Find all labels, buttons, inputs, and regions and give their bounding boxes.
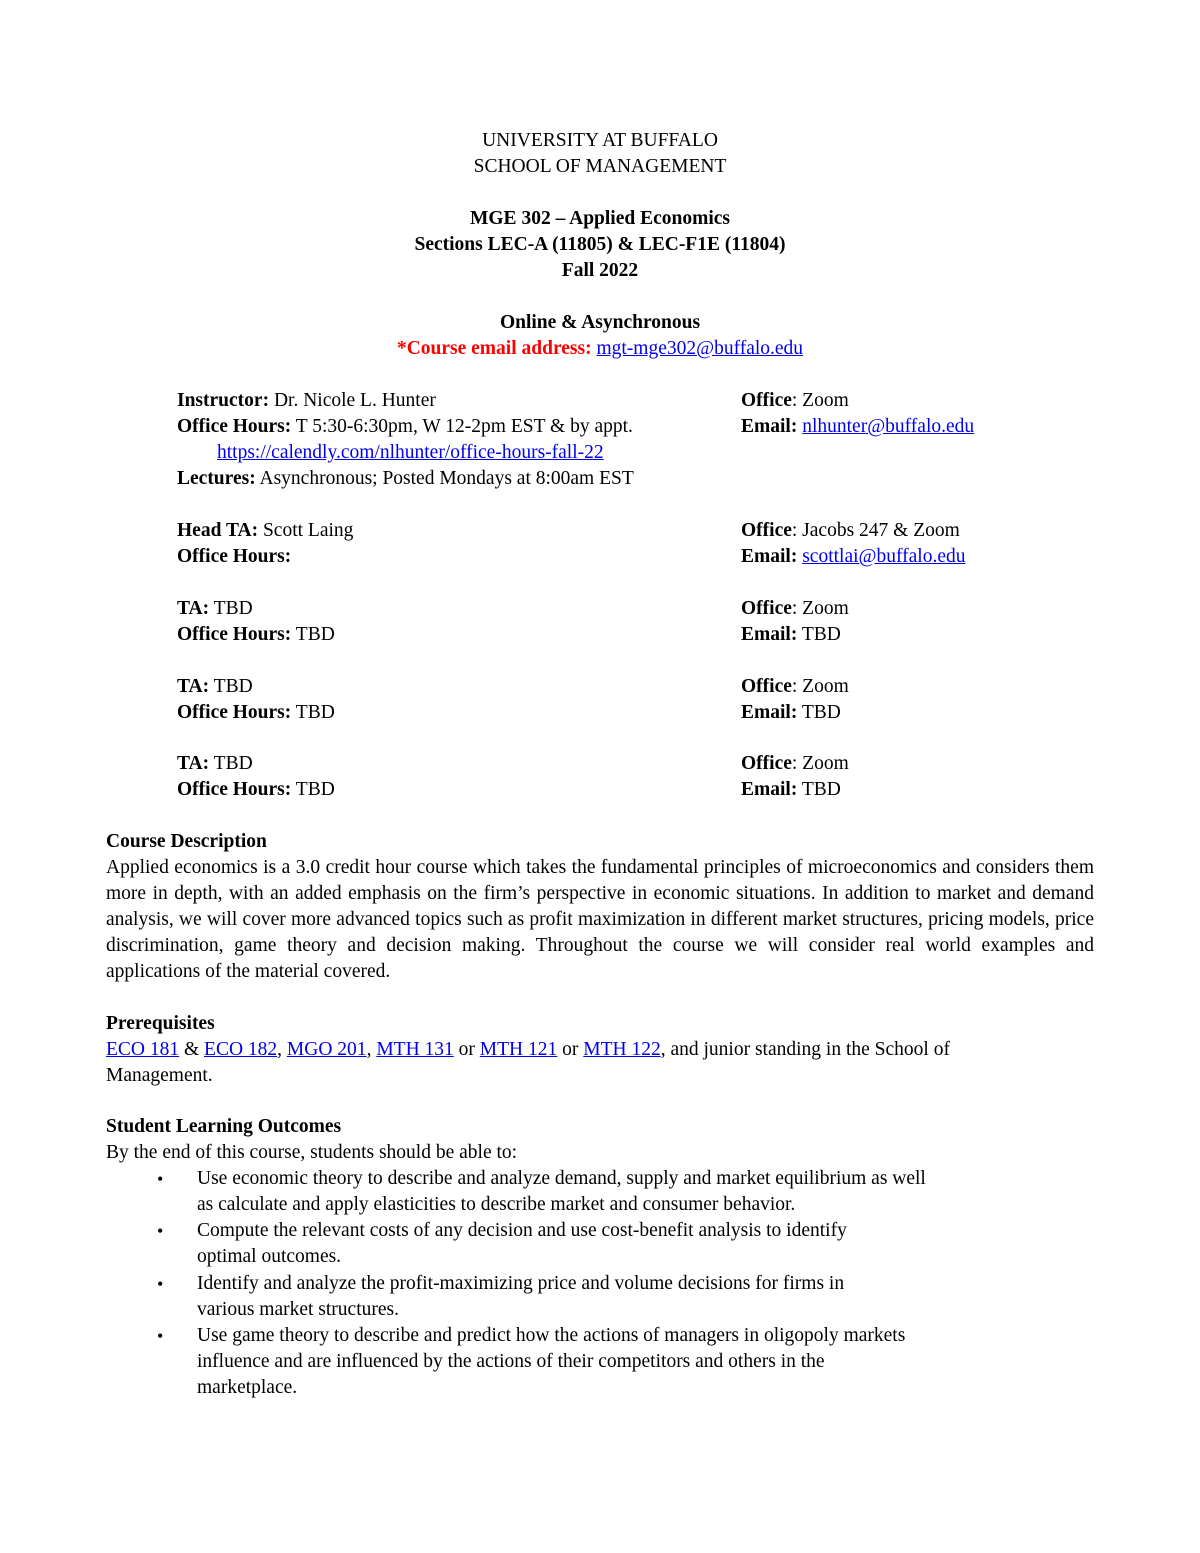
instructor-office-label: Office <box>741 390 792 411</box>
outcome-text: optimal outcomes. <box>197 1246 342 1267</box>
head-ta-hours <box>177 544 291 570</box>
instructor-email <box>741 414 974 440</box>
ta-label: TA: <box>177 753 210 774</box>
outcomes-intro: By the end of this course, students should be able to: <box>106 1142 518 1163</box>
ta-email <box>741 622 841 648</box>
outcome-text: Compute the relevant costs of any decision and use cost-benefit analysis to identify <box>197 1220 847 1241</box>
ta-line <box>177 596 253 622</box>
lectures-line <box>177 466 634 492</box>
prereq-separator: & <box>179 1039 205 1060</box>
ta-office-label: Office <box>741 598 792 619</box>
instructor-hours-value: T 5:30-6:30pm, W 12-2pm EST & by appt. <box>291 416 633 437</box>
lectures-label: Lectures: <box>177 468 256 489</box>
course-title: MGE 302 – Applied Economics <box>469 208 731 229</box>
outcome-text: influence and are influenced by the actions of their competitors and others in the <box>197 1351 825 1372</box>
head-ta-label: Head TA: <box>177 520 259 541</box>
prereq-link[interactable]: MTH 122 <box>583 1039 661 1060</box>
ta-email-value: TBD <box>797 702 841 723</box>
outcome-text: marketplace. <box>197 1377 298 1398</box>
instructor-line <box>177 388 436 414</box>
ta-email-value: TBD <box>797 624 841 645</box>
prereq-link[interactable]: ECO 182 <box>204 1039 278 1060</box>
ta-label: TA: <box>177 676 210 697</box>
ta-office <box>741 751 849 777</box>
head-ta-email-label: Email: <box>741 546 798 567</box>
instructor-name: Dr. Nicole L. Hunter <box>269 390 436 411</box>
ta-name: TBD <box>209 676 253 697</box>
ta-office-value: : Zoom <box>791 676 849 697</box>
ta-name: TBD <box>209 753 253 774</box>
instructor-office <box>741 388 849 414</box>
course-sections: Sections LEC-A (11805) & LEC-F1E (11804) <box>414 234 786 255</box>
prereq-separator: or <box>557 1039 584 1060</box>
prerequisites-heading: Prerequisites <box>106 1013 215 1034</box>
ta-hours-label: Office Hours: <box>177 702 292 723</box>
bullet-icon: • <box>157 1274 164 1294</box>
ta-hours-value: TBD <box>291 779 335 800</box>
prereq-link[interactable]: ECO 181 <box>106 1039 180 1060</box>
prereq-link[interactable]: MTH 121 <box>479 1039 558 1060</box>
description-heading: Course Description <box>106 831 267 852</box>
ta-line <box>177 674 253 700</box>
ta-email-label: Email: <box>741 624 798 645</box>
ta-office <box>741 596 849 622</box>
instructor-office-value: : Zoom <box>791 390 849 411</box>
instructor-label: Instructor: <box>177 390 270 411</box>
head-ta-office-label: Office <box>741 520 792 541</box>
prereq-separator: , <box>277 1039 287 1060</box>
course-term: Fall 2022 <box>561 260 639 281</box>
ta-hours <box>177 700 335 726</box>
prereq-separator: or <box>453 1039 480 1060</box>
ta-office-value: : Zoom <box>791 598 849 619</box>
ta-email <box>741 777 841 803</box>
head-ta-email-link[interactable]: scottlai@buffalo.edu <box>802 546 966 567</box>
head-ta-email <box>741 544 965 570</box>
school-name: SCHOOL OF MANAGEMENT <box>473 156 727 177</box>
course-format: Online & Asynchronous <box>499 312 701 333</box>
outcomes-heading: Student Learning Outcomes <box>106 1116 342 1137</box>
calendly-link[interactable]: https://calendly.com/nlhunter/office-hours-fall-22 <box>217 442 604 463</box>
ta-office-label: Office <box>741 676 792 697</box>
head-ta-hours-label: Office Hours: <box>177 546 292 567</box>
ta-email-label: Email: <box>741 702 798 723</box>
head-ta-office <box>741 518 960 544</box>
head-ta-office-value: : Jacobs 247 & Zoom <box>791 520 960 541</box>
instructor-email-label: Email: <box>741 416 798 437</box>
bullet-icon: • <box>157 1221 164 1241</box>
ta-hours-value: TBD <box>291 702 335 723</box>
bullet-icon: • <box>157 1169 164 1189</box>
ta-office-label: Office <box>741 753 792 774</box>
outcome-text: as calculate and apply elasticities to describe market and consumer behavior. <box>197 1194 796 1215</box>
instructor-hours <box>177 414 633 440</box>
outcome-text: Use game theory to describe and predict how the actions of managers in oligopoly markets <box>197 1325 906 1346</box>
instructor-hours-label: Office Hours: <box>177 416 292 437</box>
ta-hours-label: Office Hours: <box>177 624 292 645</box>
ta-line <box>177 751 253 777</box>
ta-hours <box>177 777 335 803</box>
ta-hours <box>177 622 335 648</box>
university-name: UNIVERSITY AT BUFFALO <box>482 130 718 151</box>
ta-email-value: TBD <box>797 779 841 800</box>
ta-label: TA: <box>177 598 210 619</box>
prerequisites-list <box>106 1037 950 1063</box>
bullet-icon: • <box>157 1326 164 1346</box>
ta-name: TBD <box>209 598 253 619</box>
course-email-label: *Course email address: <box>396 338 592 359</box>
prereq-tail: , and junior standing in the School of <box>660 1039 950 1060</box>
course-email-link[interactable]: mgt-mge302@buffalo.edu <box>596 338 804 359</box>
lectures-value: Asynchronous; Posted Mondays at 8:00am EST <box>255 468 634 489</box>
outcome-text: Use economic theory to describe and analyze demand, supply and market equilibrium as well <box>197 1168 926 1189</box>
ta-email <box>741 700 841 726</box>
ta-office <box>741 674 849 700</box>
ta-email-label: Email: <box>741 779 798 800</box>
head-ta-line <box>177 518 353 544</box>
ta-office-value: : Zoom <box>791 753 849 774</box>
head-ta-name: Scott Laing <box>258 520 354 541</box>
prereq-link[interactable]: MTH 131 <box>376 1039 454 1060</box>
ta-hours-label: Office Hours: <box>177 779 292 800</box>
outcome-text: various market structures. <box>197 1299 399 1320</box>
prereq-link[interactable]: MGO 201 <box>286 1039 367 1060</box>
course-email-line <box>0 336 1200 362</box>
description-text: Applied economics is a 3.0 credit hour course which takes the fundamental principles of microeconomics and considers them more in depth, with an added emphasis on the firm’s perspective in economic situations. In addition to market and demand analysis, we will cover more advanced topics such as profit maximization in different market structures, pricing models, price discrimination, game theory and decision making. Throughout the course we will consider real world examples and applications of the material covered. <box>106 857 1094 982</box>
prerequisites-tail-2: Management. <box>106 1065 213 1086</box>
prereq-separator: , <box>366 1039 377 1060</box>
outcome-text: Identify and analyze the profit-maximizing price and volume decisions for firms in <box>197 1273 845 1294</box>
ta-hours-value: TBD <box>291 624 335 645</box>
instructor-email-link[interactable]: nlhunter@buffalo.edu <box>802 416 975 437</box>
